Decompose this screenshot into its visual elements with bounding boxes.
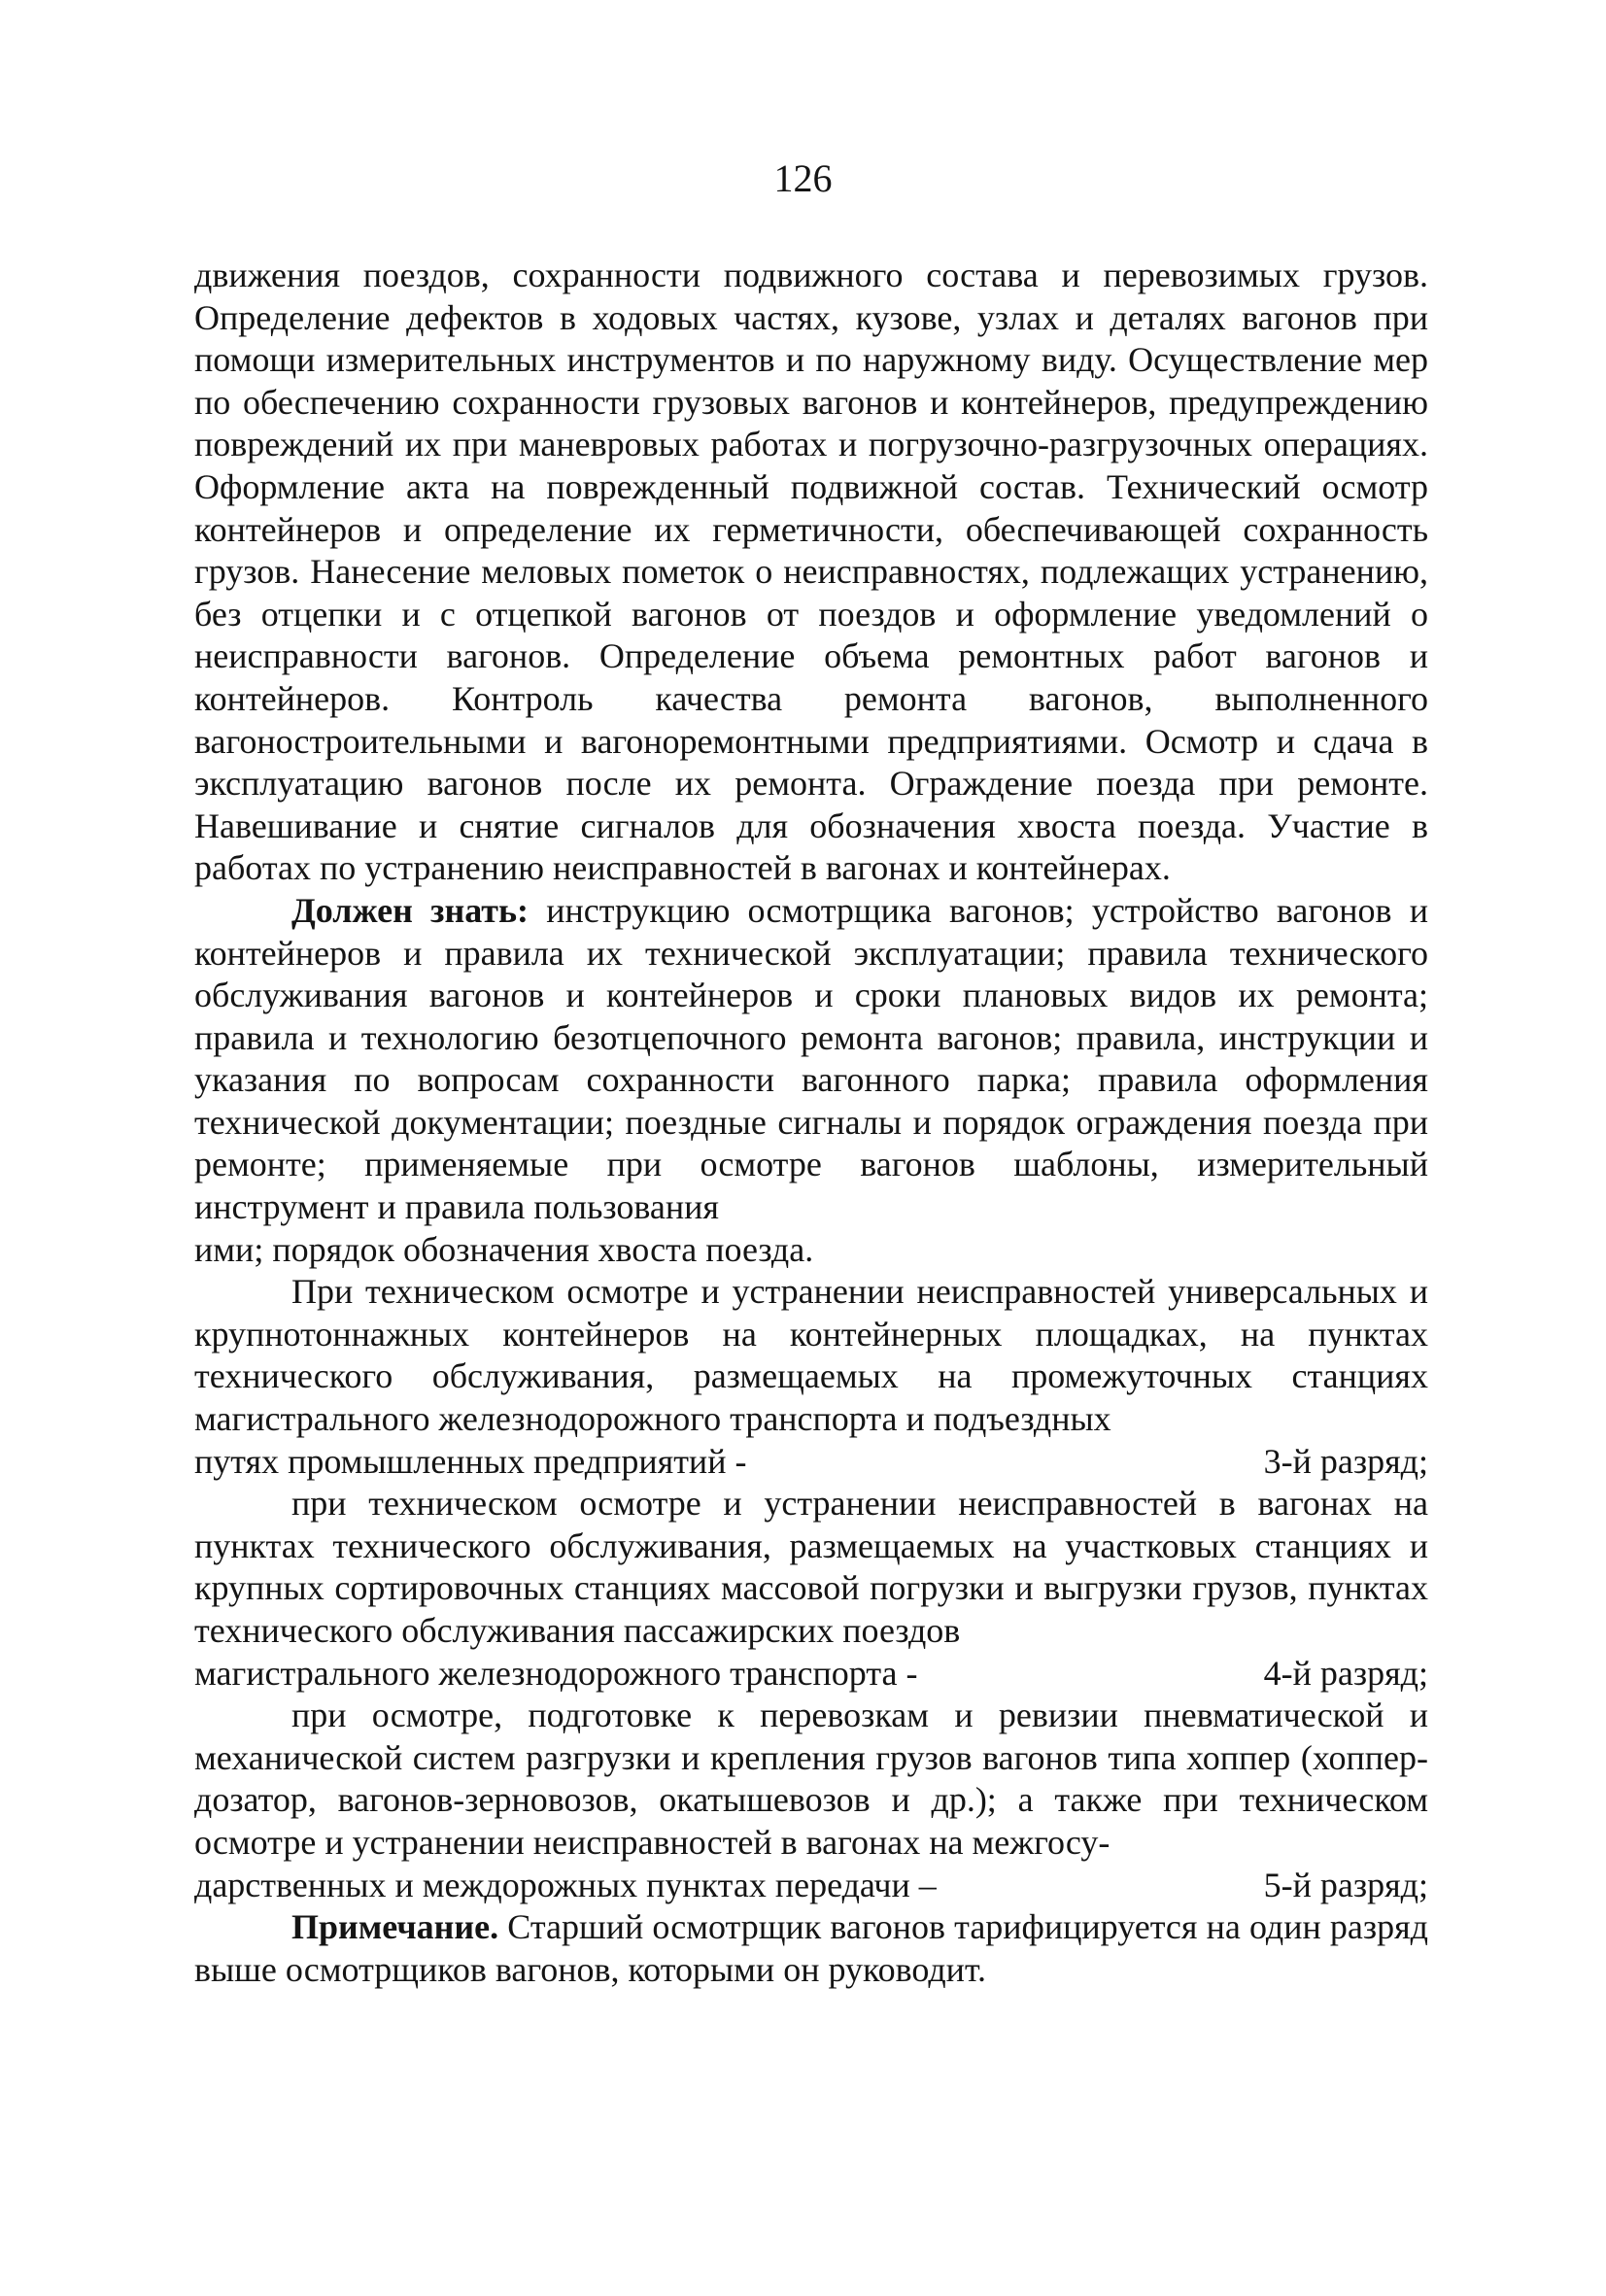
knowledge-label: Должен знать: xyxy=(291,890,530,930)
paragraph-note xyxy=(194,1906,1428,1991)
grade-3-label: 3-й разряд; xyxy=(1263,1441,1428,1481)
grade-5-tail: дарственных и междорожных пунктах передачи – xyxy=(194,1865,937,1904)
grade-5-row xyxy=(194,1865,1428,1907)
grade-3-tail: путях промышленных предприятий - xyxy=(194,1441,747,1481)
grade-5-label: 5-й разряд; xyxy=(1263,1865,1428,1904)
paragraph-grade-3 xyxy=(194,1271,1428,1440)
document-body xyxy=(194,255,1428,1991)
paragraph-grade-5: при осмотре, подготовке к перевозкам и ревизии пневматической и механической систем разгрузки и крепления грузов вагонов типа хоппер (хоппер-дозатор, вагонов-зерновозов, окатышевозов и др.); а также при техническом осмотре и устранении неисправностей в вагонах на межгосу- xyxy=(194,1696,1428,1862)
grade-4-label: 4-й разряд; xyxy=(1263,1653,1428,1693)
note-label: Примечание. xyxy=(291,1907,499,1947)
grade-3-text: При техническом осмотре и устранении неисправностей универсальных и крупнотоннажных контейнеров на контейнерных площадках, на пунктах технического обслуживания, размещаемых на промежуточных станциях магистрального железнодорожного транспорта и подъездных xyxy=(194,1272,1428,1439)
knowledge-text-end: ими; порядок обозначения хвоста поезда. xyxy=(194,1229,814,1269)
grade-4-text: при техническом осмотре и устранении неисправностей в вагонах на пунктах технического обслуживания, размещаемых на участковых станциях и крупных сортировочных станциях массовой погрузки и выгрузки грузов, пунктах технического обслуживания пассажирских поездов xyxy=(194,1484,1428,1650)
paragraph-grade-4 xyxy=(194,1483,1428,1652)
paragraph-duties: движения поездов, сохранности подвижного состава и перевозимых грузов. Определение дефектов в ходовых частях, кузове, узлах и деталях вагонов при помощи измерительных инструментов и по наружному виду. Осуществление мер по обеспечению сохранности грузовых вагонов и контейнеров, предупреждению повреждений их при маневровых работах и погрузочно-разгрузочных операциях. Оформление акта на поврежденный подвижной состав. Технический осмотр контейнеров и определение их герметичности, обеспечивающей сохранность грузов. Нанесение меловых пометок о неисправностях, подлежащих устранению, без отцепки и с отцепкой вагонов от поездов и оформление уведомлений о неисправности вагонов. Определение объема ремонтных работ вагонов и контейнеров. Контроль качества ремонта вагонов, выполненного вагоностроительными и вагоноремонтными предприятиями. Осмотр и сдача в эксплуатацию вагонов после их ремонта. Ограждение поезда при ремонте. Навешивание и снятие сигналов для обозначения хвоста поезда. Участие в работах по устранению неисправностей в вагонах и контейнерах. xyxy=(194,256,1428,888)
note-text: Старший осмотрщик вагонов тарифицируется на один разряд выше осмотрщиков вагонов, которыми он руководит. xyxy=(194,1907,1428,1989)
knowledge-text: инструкцию осмотрщика вагонов; устройство вагонов и контейнеров и правила их технической эксплуатации; правила технического обслуживания вагонов и контейнеров и сроки плановых видов их ремонта; правила и технологию безотцепочного ремонта вагонов; правила, инструкции и указания по вопросам сохранности вагонного парка; правила оформления технической документации; поездные сигналы и порядок ограждения поезда при ремонте; применяемые при осмотре вагонов шаблоны, измерительный инструмент и правила пользования xyxy=(194,890,1428,1227)
page-number: 126 xyxy=(773,156,833,200)
grade-4-tail: магистрального железнодорожного транспорта - xyxy=(194,1653,918,1693)
paragraph-knowledge xyxy=(194,890,1428,1271)
grade-3-row xyxy=(194,1441,1428,1484)
grade-4-row xyxy=(194,1653,1428,1696)
